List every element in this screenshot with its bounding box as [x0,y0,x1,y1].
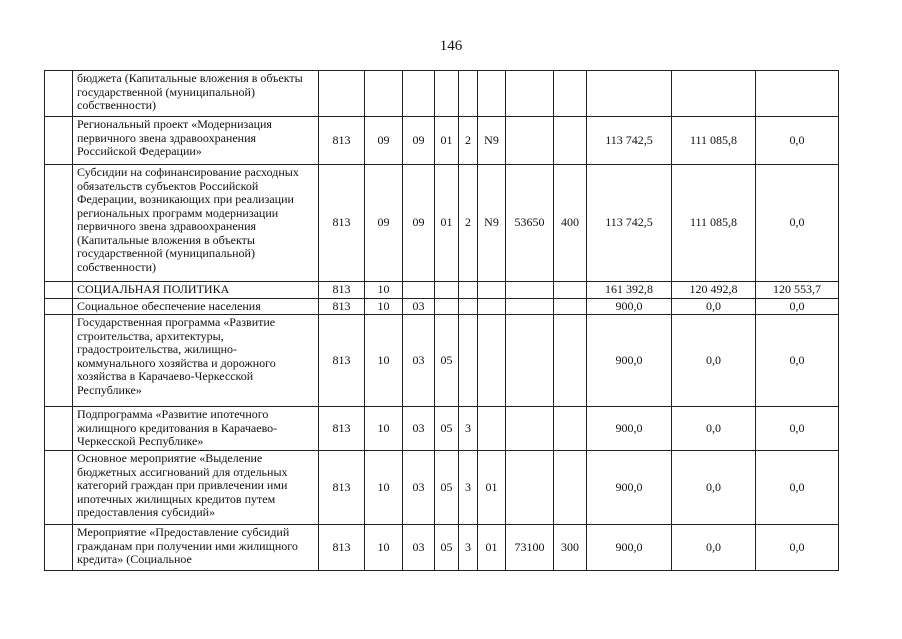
cell-pr: 03 [403,298,435,315]
cell-p3: N9 [478,165,506,282]
cell-p2 [459,282,478,299]
cell-p2: 2 [459,165,478,282]
cell-sum-2: 111 085,8 [672,117,756,165]
cell-p2: 3 [459,525,478,571]
table-row [45,165,839,282]
cell-sum-1: 900,0 [587,451,672,525]
cell-p2: 3 [459,451,478,525]
cell-p3 [478,282,506,299]
cell-sum-1: 161 392,8 [587,282,672,299]
cell-p3 [478,315,506,407]
cell-p2: 3 [459,407,478,451]
cell-rz: 10 [365,451,403,525]
cell-rz: 10 [365,525,403,571]
cell-sum-3: 120 553,7 [756,282,839,299]
cell-ved: 813 [319,407,365,451]
cell-blank [45,165,73,282]
cell-ved [319,71,365,117]
table-row [45,407,839,451]
cell-p2: 2 [459,117,478,165]
table-row [45,525,839,571]
cell-p1: 05 [435,451,459,525]
cell-p4 [506,451,554,525]
table-row [45,117,839,165]
cell-name: Основное мероприятие «Выделение бюджетных ассигнований для отдельных категорий граждан при привлечении ими ипотечных жилищных кредитов путем предоставления субсидий» [73,451,319,525]
cell-blank [45,451,73,525]
cell-p3: 01 [478,451,506,525]
cell-pr: 03 [403,407,435,451]
cell-blank [45,71,73,117]
cell-sum-1: 900,0 [587,298,672,315]
cell-sum-3: 0,0 [756,315,839,407]
cell-ved: 813 [319,315,365,407]
cell-rz: 10 [365,282,403,299]
cell-p3 [478,298,506,315]
cell-ved: 813 [319,165,365,282]
table-row [45,315,839,407]
cell-p4 [506,315,554,407]
cell-sum-3: 0,0 [756,451,839,525]
table-row [45,71,839,117]
cell-vr [554,71,587,117]
cell-name: Подпрограмма «Развитие ипотечного жилищного кредитования в Карачаево-Черкесской Республике» [73,407,319,451]
table-row [45,451,839,525]
cell-vr [554,282,587,299]
cell-name: Мероприятие «Предоставление субсидий гражданам при получении ими жилищного кредита» (Социальное [73,525,319,571]
cell-p4: 73100 [506,525,554,571]
cell-sum-1: 900,0 [587,525,672,571]
cell-ved: 813 [319,298,365,315]
budget-table [44,70,839,571]
cell-vr [554,298,587,315]
cell-p4: 53650 [506,165,554,282]
cell-pr [403,282,435,299]
cell-name: Социальное обеспечение населения [73,298,319,315]
cell-sum-1: 113 742,5 [587,117,672,165]
cell-p3 [478,407,506,451]
cell-blank [45,407,73,451]
cell-p4 [506,298,554,315]
cell-p1: 05 [435,407,459,451]
cell-sum-2: 111 085,8 [672,165,756,282]
cell-p1: 01 [435,165,459,282]
cell-p4 [506,407,554,451]
table-row [45,298,839,315]
cell-sum-1: 900,0 [587,407,672,451]
cell-sum-3: 0,0 [756,525,839,571]
cell-ved: 813 [319,117,365,165]
cell-p2 [459,298,478,315]
cell-ved: 813 [319,525,365,571]
cell-blank [45,282,73,299]
cell-p3: 01 [478,525,506,571]
cell-vr [554,451,587,525]
cell-p2 [459,71,478,117]
cell-sum-3: 0,0 [756,117,839,165]
cell-vr [554,117,587,165]
cell-sum-3: 0,0 [756,407,839,451]
cell-vr: 400 [554,165,587,282]
cell-blank [45,298,73,315]
cell-sum-2: 0,0 [672,315,756,407]
cell-p4 [506,117,554,165]
cell-rz: 10 [365,298,403,315]
cell-sum-3: 0,0 [756,298,839,315]
cell-name: СОЦИАЛЬНАЯ ПОЛИТИКА [73,282,319,299]
cell-p1: 01 [435,117,459,165]
cell-name: Государственная программа «Развитие строительства, архитектуры, градостроительства, жилищно-коммунального хозяйства и дорожного хозяйства в Карачаево-Черкесской Республике» [73,315,319,407]
cell-ved: 813 [319,282,365,299]
cell-sum-3 [756,71,839,117]
cell-vr: 300 [554,525,587,571]
cell-p1: 05 [435,315,459,407]
cell-sum-3: 0,0 [756,165,839,282]
cell-sum-2: 0,0 [672,298,756,315]
cell-sum-1 [587,71,672,117]
cell-vr [554,407,587,451]
cell-pr: 03 [403,315,435,407]
cell-pr: 09 [403,117,435,165]
cell-name: бюджета (Капитальные вложения в объекты государственной (муниципальной) собственности) [73,71,319,117]
cell-pr: 03 [403,451,435,525]
cell-p4 [506,71,554,117]
cell-blank [45,117,73,165]
cell-blank [45,315,73,407]
cell-p3: N9 [478,117,506,165]
cell-pr: 03 [403,525,435,571]
cell-p1: 05 [435,525,459,571]
cell-sum-2 [672,71,756,117]
cell-p1 [435,71,459,117]
cell-sum-2: 0,0 [672,451,756,525]
cell-sum-2: 0,0 [672,525,756,571]
cell-p1 [435,298,459,315]
cell-name: Субсидии на софинансирование расходных обязательств субъектов Российской Федерации, возникающих при реализации региональных программ модернизации первичного звена здравоохранения (Капитальные вложения в объекты государственной (муниципальной) собственности) [73,165,319,282]
cell-pr: 09 [403,165,435,282]
cell-sum-1: 113 742,5 [587,165,672,282]
cell-sum-1: 900,0 [587,315,672,407]
cell-ved: 813 [319,451,365,525]
cell-pr [403,71,435,117]
cell-vr [554,315,587,407]
cell-rz: 10 [365,315,403,407]
table-row [45,282,839,299]
cell-p3 [478,71,506,117]
cell-sum-2: 0,0 [672,407,756,451]
cell-rz: 10 [365,407,403,451]
cell-rz: 09 [365,165,403,282]
cell-blank [45,525,73,571]
cell-p2 [459,315,478,407]
cell-name: Региональный проект «Модернизация первичного звена здравоохранения Российской Федерации» [73,117,319,165]
cell-sum-2: 120 492,8 [672,282,756,299]
cell-p1 [435,282,459,299]
page-number: 146 [439,38,463,54]
cell-rz: 09 [365,117,403,165]
cell-p4 [506,282,554,299]
cell-rz [365,71,403,117]
